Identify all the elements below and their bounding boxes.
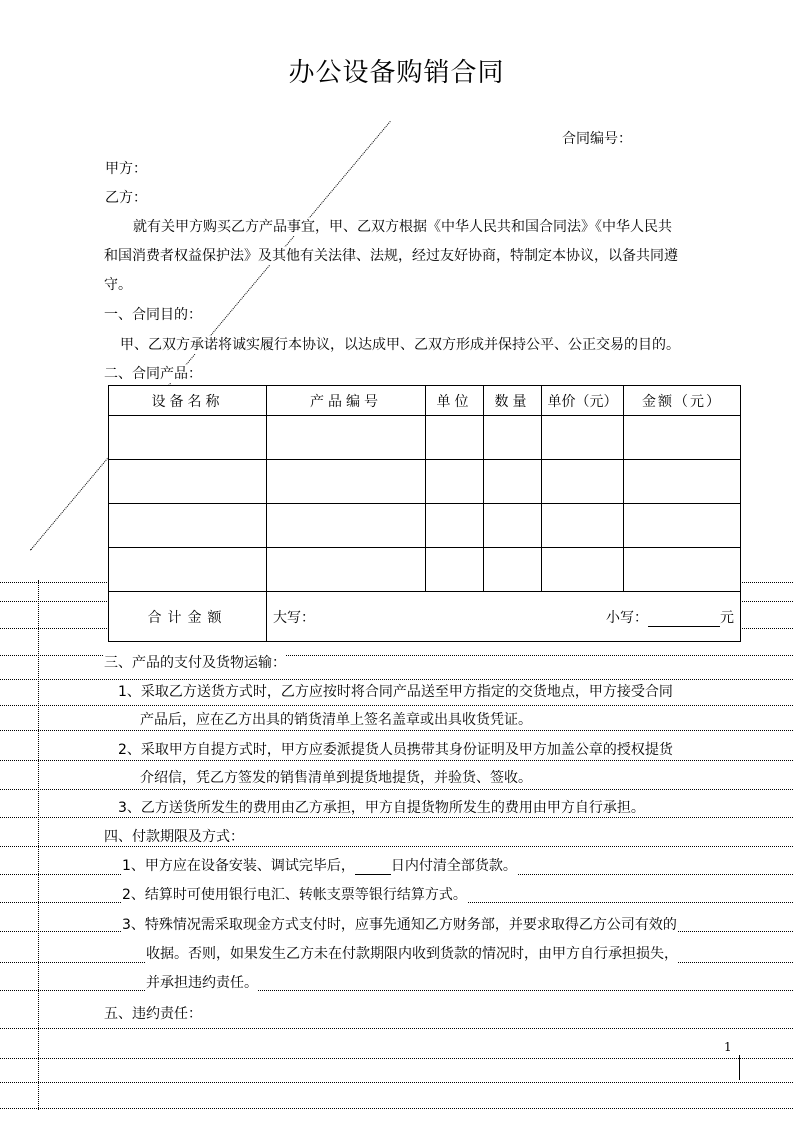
column-header: 设备名称	[109, 386, 267, 416]
dotted-guide-line	[0, 817, 793, 818]
total-row	[109, 592, 741, 642]
yuan-label: 元	[720, 609, 734, 626]
section-heading: 三、产品的支付及货物运输：	[104, 655, 286, 671]
margin-dotted-line	[38, 580, 39, 1110]
page-corner-line	[739, 1055, 740, 1080]
dotted-guide-line	[0, 1058, 793, 1059]
preamble-line: 就有关甲方购买乙方产品事宜，甲、乙双方根据《中华人民共和国合同法》《中华人民共	[133, 219, 672, 235]
table-cell[interactable]	[109, 548, 267, 592]
table-cell[interactable]	[109, 460, 267, 504]
table-cell[interactable]	[426, 548, 484, 592]
table-row	[109, 416, 741, 460]
document-title: 办公设备购销合同	[288, 58, 505, 88]
table-cell[interactable]	[267, 504, 426, 548]
party-b-label: 乙方：	[105, 190, 147, 206]
table-cell[interactable]	[542, 548, 624, 592]
clause-line: 3、特殊情况需采取现金方式支付时，应事先通知乙方财务部，并要求取得乙方公司有效的	[122, 917, 677, 933]
table-cell[interactable]	[542, 416, 624, 460]
products-table	[108, 385, 741, 642]
clause-line: 2、采取甲方自提方式时，甲方应委派提货人员携带其身份证明及甲方加盖公章的授权提货	[118, 742, 673, 758]
table-header-row	[109, 386, 741, 416]
table-cell[interactable]	[426, 504, 484, 548]
dotted-guide-line	[0, 1108, 793, 1109]
column-header: 单位	[426, 386, 484, 416]
xiaoxie-group	[606, 607, 734, 627]
table-cell[interactable]	[484, 460, 542, 504]
table-cell[interactable]	[109, 504, 267, 548]
page-number: 1	[724, 1040, 732, 1054]
payment-clause-prefix: 1、甲方应在设备安装、调试完毕后，	[122, 858, 355, 874]
section-heading: 二、合同产品：	[104, 366, 202, 382]
column-header: 产品编号	[267, 386, 426, 416]
preamble-line: 守。	[104, 277, 132, 293]
table-cell[interactable]	[426, 460, 484, 504]
table-cell[interactable]	[484, 416, 542, 460]
clause-line: 产品后，应在乙方出具的销货清单上签名盖章或出具收货凭证。	[140, 712, 532, 728]
dotted-guide-line	[0, 846, 793, 847]
table-cell[interactable]	[426, 416, 484, 460]
preamble-line: 和国消费者权益保护法》及其他有关法律、法规，经过友好协商，特制定本协议，以备共同遵	[104, 248, 678, 264]
party-a-label: 甲方：	[105, 161, 147, 177]
table-cell[interactable]	[267, 460, 426, 504]
dotted-guide-line	[0, 705, 793, 706]
section-heading: 一、合同目的：	[104, 307, 202, 323]
payment-clause-suffix: 日内付清全部货款。	[390, 858, 517, 874]
total-amount-cell[interactable]	[267, 592, 741, 642]
table-cell[interactable]	[542, 504, 624, 548]
dotted-guide-line	[0, 990, 793, 991]
contract-number-label: 合同编号：	[562, 131, 632, 147]
table-cell[interactable]	[484, 548, 542, 592]
dotted-guide-line	[0, 789, 793, 790]
table-cell[interactable]	[624, 548, 741, 592]
dotted-guide-line	[0, 760, 793, 761]
clause-line: 介绍信，凭乙方签发的销售清单到提货地提货，并验货、签收。	[140, 770, 532, 786]
table-cell[interactable]	[624, 416, 741, 460]
xiaoxie-blank[interactable]	[648, 612, 720, 627]
table-cell[interactable]	[542, 460, 624, 504]
table-cell[interactable]	[484, 504, 542, 548]
dotted-guide-line	[0, 1082, 793, 1083]
section-heading: 五、违约责任：	[104, 1006, 202, 1022]
clause-line: 3、乙方送货所发生的费用由乙方承担，甲方自提货物所发生的费用由甲方自行承担。	[118, 800, 645, 816]
clause-line: 收据。否则，如果发生乙方未在付款期限内收到货款的情况时，由甲方自行承担损失，	[146, 946, 678, 962]
dotted-guide-line	[0, 730, 793, 731]
total-label: 合计金额	[109, 592, 267, 642]
section-heading: 四、付款期限及方式：	[104, 829, 244, 845]
column-header: 单价（元）	[542, 386, 624, 416]
days-blank[interactable]	[355, 860, 391, 875]
clause-line	[122, 857, 517, 875]
section-text: 甲、乙双方承诺将诚实履行本协议，以达成甲、乙双方形成并保持公平、公正交易的目的。	[120, 337, 680, 353]
dotted-guide-line	[0, 1028, 793, 1029]
clause-line: 1、采取乙方送货方式时，乙方应按时将合同产品送至甲方指定的交货地点，甲方接受合同	[118, 684, 673, 700]
table-cell[interactable]	[109, 416, 267, 460]
table-cell[interactable]	[624, 504, 741, 548]
column-header: 金额（元）	[624, 386, 741, 416]
table-row	[109, 504, 741, 548]
clause-line: 并承担违约责任。	[146, 975, 258, 991]
column-header: 数量	[484, 386, 542, 416]
daxie-label: 大写：	[273, 609, 315, 626]
xiaoxie-label: 小写：	[606, 609, 648, 626]
table-cell[interactable]	[624, 460, 741, 504]
table-row	[109, 548, 741, 592]
table-cell[interactable]	[267, 416, 426, 460]
table-row	[109, 460, 741, 504]
table-cell[interactable]	[267, 548, 426, 592]
clause-line: 2、结算时可使用银行电汇、转帐支票等银行结算方式。	[122, 887, 467, 903]
dotted-guide-line	[0, 679, 793, 680]
